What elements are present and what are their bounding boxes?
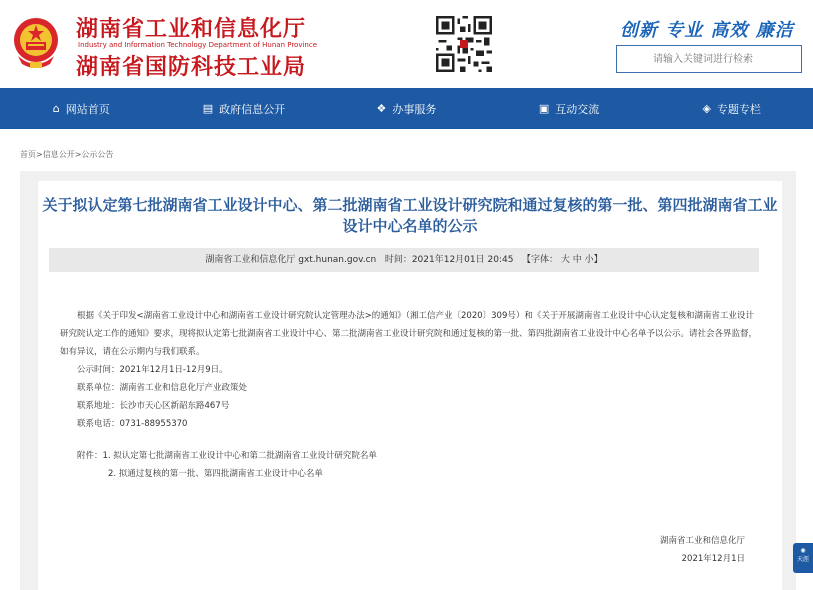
contact-unit: 联系单位：湖南省工业和信息化厅产业政策处	[77, 383, 248, 393]
breadcrumb	[20, 149, 113, 160]
nav-item-topics[interactable]	[650, 88, 813, 129]
breadcrumb-home[interactable]: 首页	[20, 150, 36, 159]
font-size-switcher[interactable]: 【字体： 大 中 小】	[522, 255, 603, 265]
nav-item-label: 办事服务	[392, 102, 437, 116]
nav-item-label: 网站首页	[65, 102, 110, 116]
document-icon: ▤	[202, 102, 214, 115]
attachment-link-1[interactable]: 附件：1. 拟认定第七批湖南省工业设计中心和第二批湖南省工业设计研究院名单	[77, 451, 377, 461]
signature-block	[660, 532, 745, 568]
nav-item-interaction[interactable]	[488, 88, 651, 129]
article-body	[60, 307, 760, 483]
site-header	[0, 0, 813, 88]
side-widget-icon: ◉	[800, 547, 806, 554]
org-name-cn: 湖南省工业和信息化厅	[76, 17, 307, 42]
nav-item-label: 政府信息公开	[219, 102, 286, 116]
slogan: 创新 专业 高效 廉洁	[620, 20, 794, 41]
sign-date: 2021年12月1日	[681, 554, 745, 564]
org-name-en: Industry and Information Technology Department of Hunan Province	[78, 41, 318, 49]
article-paragraph: 根据《关于印发<湖南省工业设计中心和湖南省工业设计研究院认定管理办法>的通知》（湘工信产业〔2020〕309号）和《关于开展湖南省工业设计中心认定复核和湖南省工业设计研究院认定工作的通知》要求，现将拟认定第七批湖南省工业设计中心、第二批湖南省工业设计研究院和通过复核的第一批、第四批湖南省工业设计中心名单予以公示。请社会各界监督，如有异议，请在公示期内与我们联系。	[60, 311, 758, 357]
nav-item-label: 专题专栏	[716, 102, 761, 116]
qr-code-icon	[436, 16, 492, 72]
chat-icon: ▣	[538, 102, 550, 115]
search-input[interactable]	[616, 45, 802, 73]
attachment-link-2[interactable]: 2. 拟通过复核的第一批、第四批湖南省工业设计中心名单	[108, 469, 323, 479]
contact-address: 联系地址：长沙市天心区新韶东路467号	[77, 401, 230, 411]
side-float-button[interactable]	[793, 543, 813, 573]
side-widget-label: 天涯	[796, 556, 809, 563]
sign-org: 湖南省工业和信息化厅	[659, 536, 745, 546]
breadcrumb-info[interactable]: 信息公开	[42, 150, 75, 159]
nav-item-services[interactable]	[325, 88, 488, 129]
nav-item-gov-info[interactable]	[163, 88, 326, 129]
breadcrumb-notice[interactable]: 公示公告	[81, 150, 114, 159]
home-icon: ⌂	[52, 102, 60, 115]
national-emblem-icon[interactable]	[10, 16, 62, 72]
contact-phone: 联系电话：0731-88955370	[77, 419, 188, 429]
nav-item-home[interactable]	[0, 88, 163, 129]
meta-time: 时间：2021年12月01日 20:45	[384, 255, 514, 265]
org-name-cn-2: 湖南省国防科技工业局	[76, 55, 307, 80]
breadcrumb-separator: >	[74, 150, 82, 159]
page-title: 关于拟认定第七批湖南省工业设计中心、第二批湖南省工业设计研究院和通过复核的第一批、第四批湖南省工业设计中心名单的公示	[42, 196, 778, 235]
handshake-icon: ❖	[376, 102, 387, 115]
breadcrumb-separator: >	[36, 150, 43, 159]
article-meta	[49, 248, 759, 272]
layers-icon: ◈	[702, 102, 711, 115]
nav-item-label: 互动交流	[555, 102, 600, 116]
main-nav	[0, 88, 813, 129]
meta-source: 湖南省工业和信息化厅 gxt.hunan.gov.cn	[205, 255, 377, 265]
notice-period: 公示时间：2021年12月1日-12月9日。	[77, 365, 228, 375]
